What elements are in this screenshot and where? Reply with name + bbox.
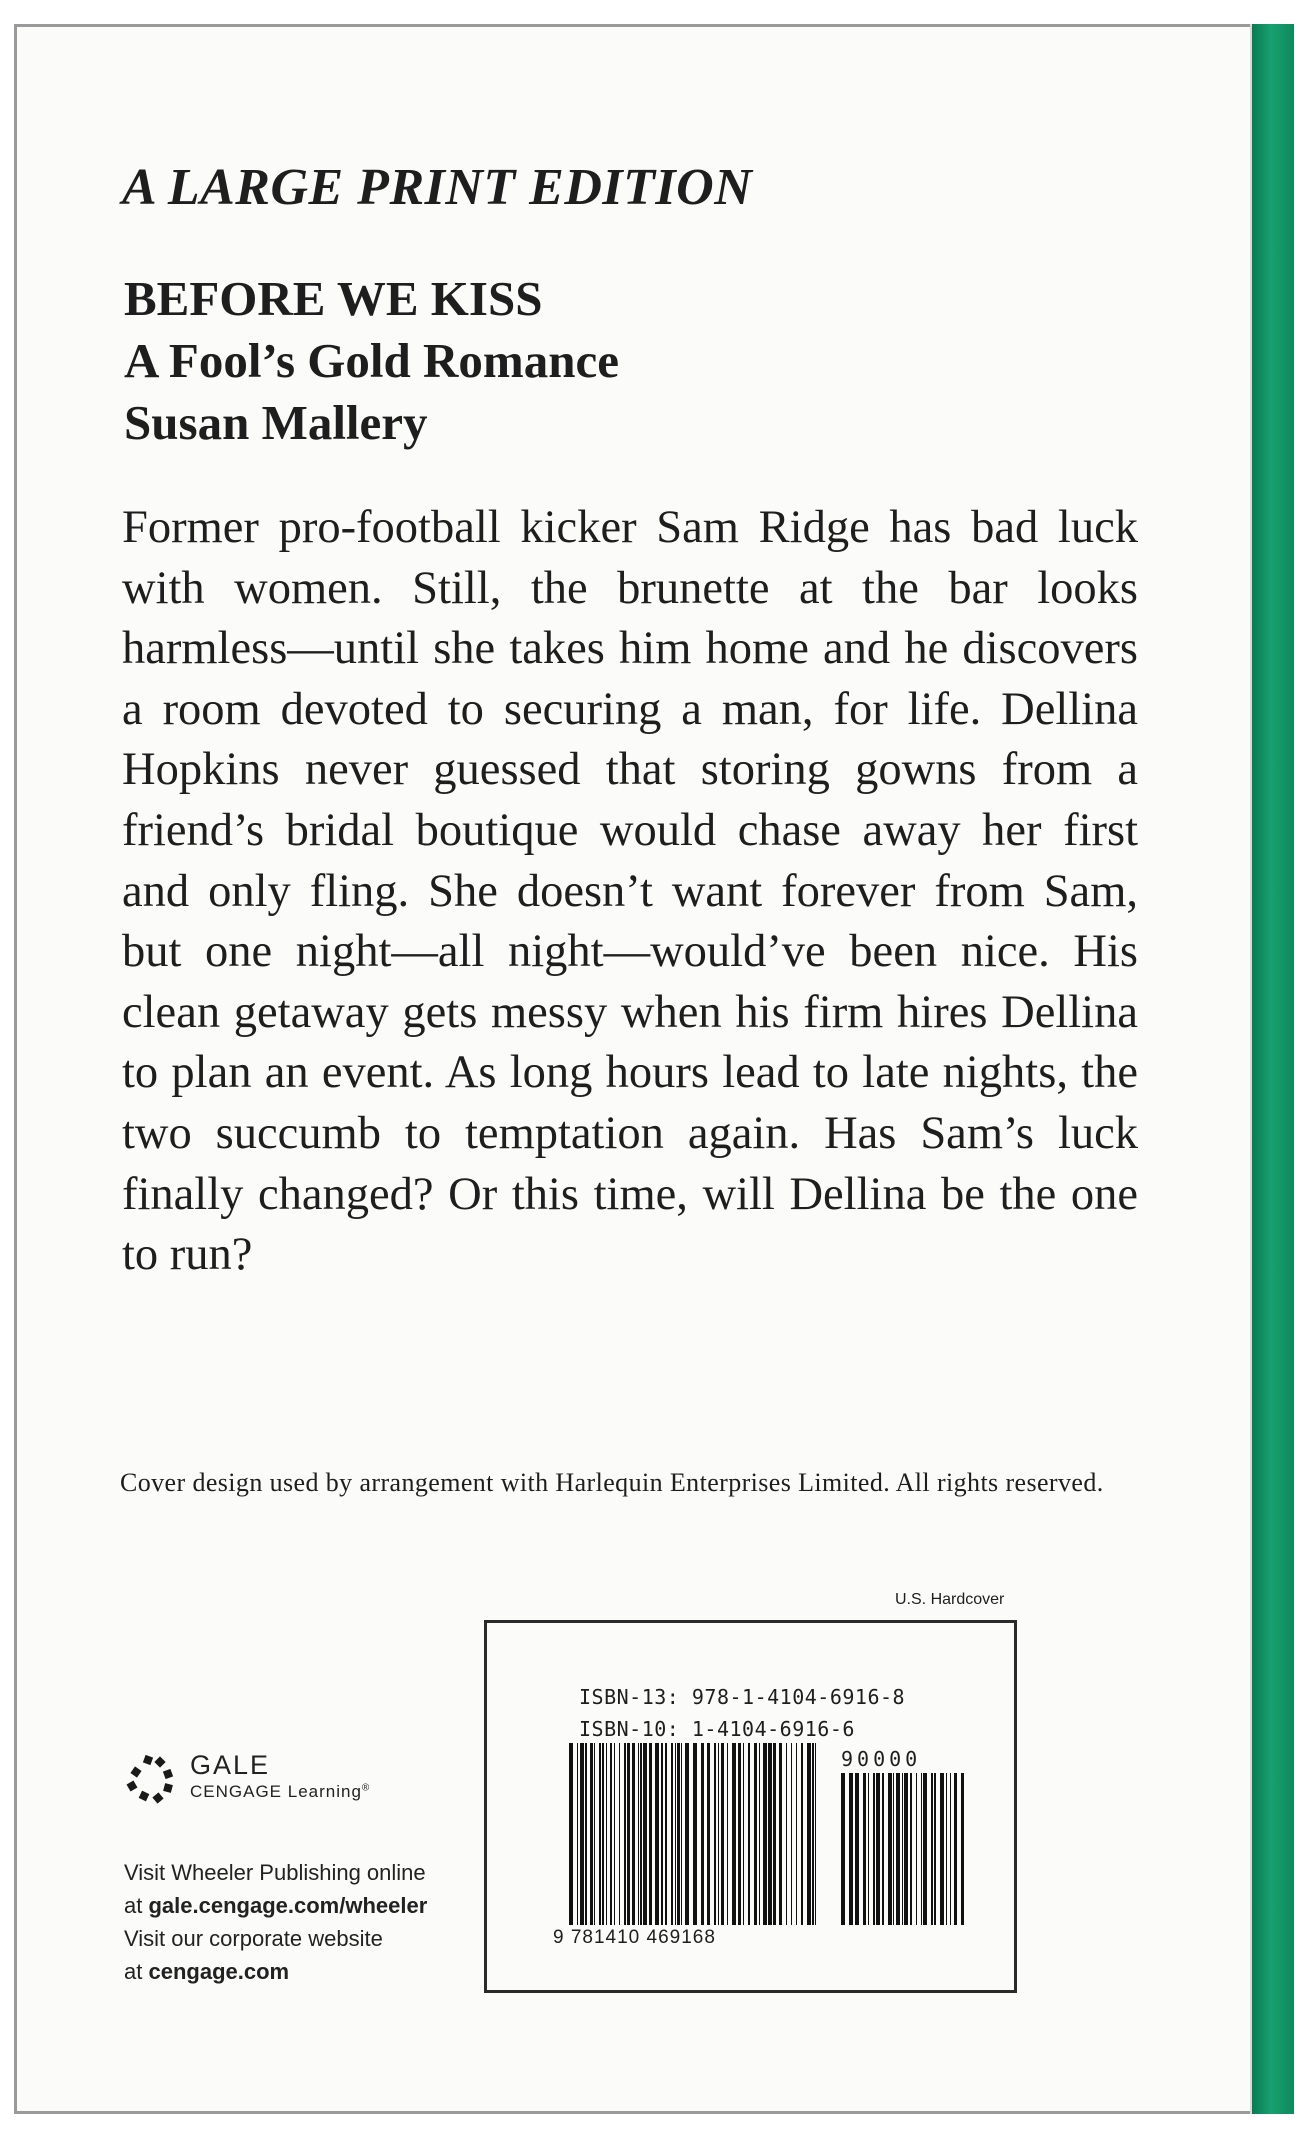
barcode-box <box>484 1620 1017 1993</box>
visit-line-1: Visit Wheeler Publishing online <box>124 1860 426 1885</box>
publisher-logo <box>124 1750 427 1810</box>
publisher-name: GALE <box>190 1750 271 1780</box>
visit-at-1: at <box>124 1893 143 1918</box>
book-series: A Fool’s Gold Romance <box>124 333 619 388</box>
visit-url-cengage: cengage.com <box>148 1959 290 1984</box>
visit-line-2 <box>124 1889 427 1922</box>
barcode-digits: 9 781410 469168 <box>553 1927 716 1948</box>
publisher-block <box>124 1750 427 1988</box>
cover-credit: Cover design used by arrangement with Harlequin Enterprises Limited. All rights reserved. <box>120 1468 1104 1497</box>
isbn13: ISBN-13: 978-1-4104-6916-8 <box>579 1685 906 1709</box>
book-blurb: Former pro-football kicker Sam Ridge has bad luck with women. Still, the brunette at the bar looks harmless—until she takes him home and he discovers a room devoted to securing a man, for life. Dellina Hopkins never guessed that storing gowns from a friend’s bridal boutique would chase away her first and only fling. She doesn’t want forever from Sam, but one night—all night—would’ve been nice. His clean getaway gets messy when his firm hires Dellina to plan an event. As long hours lead to late nights, the two succumb to temptation again. Has Sam’s luck finally changed? Or this time, will Dellina be the one to run? <box>122 502 1138 1281</box>
visit-line-3: Visit our corporate website <box>124 1926 383 1951</box>
barcode-icon <box>567 1743 967 1925</box>
visit-line-4 <box>124 1955 427 1988</box>
book-author: Susan Mallery <box>124 395 428 450</box>
barcode-addon: 90000 <box>841 1747 922 1771</box>
visit-url-wheeler: gale.cengage.com/wheeler <box>148 1893 428 1918</box>
book-title: BEFORE WE KISS <box>124 271 543 326</box>
edition-label: A LARGE PRINT EDITION <box>122 159 753 216</box>
isbn10: ISBN-10: 1-4104-6916-6 <box>579 1717 855 1741</box>
book-spine <box>1250 24 1294 2114</box>
edition-type: U.S. Hardcover <box>895 1591 1005 1608</box>
publisher-visit <box>124 1856 427 1988</box>
visit-at-2: at <box>124 1959 143 1984</box>
publisher-sub <box>190 1782 370 1802</box>
publisher-sub-text: CENGAGE Learning <box>190 1782 362 1801</box>
gale-cengage-logo-icon <box>124 1754 178 1808</box>
title-block <box>124 268 619 454</box>
trademark-mark: ® <box>361 1782 371 1794</box>
